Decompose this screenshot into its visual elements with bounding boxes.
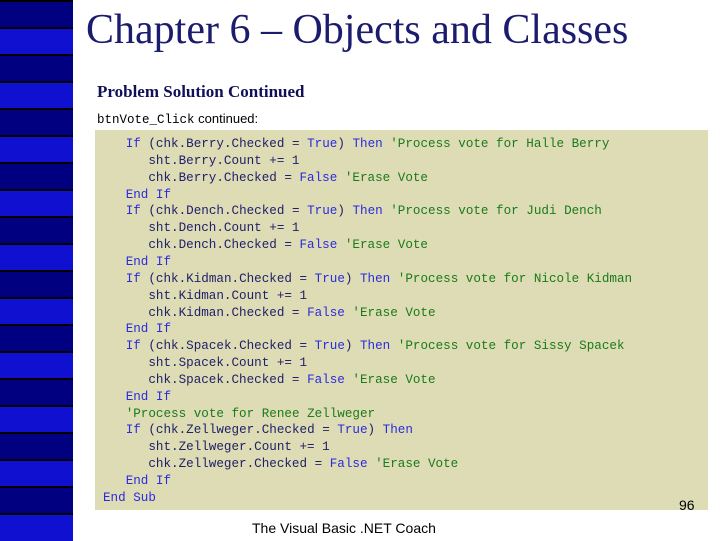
code-line — [103, 153, 300, 170]
strip-block — [0, 351, 73, 379]
code-text: ) — [337, 204, 353, 219]
code-text: sht.Spacek.Count += 1 — [103, 356, 308, 371]
code-keyword: False — [299, 170, 338, 185]
code-text: ) — [344, 339, 360, 354]
code-line — [103, 389, 171, 406]
code-text: chk.Zellweger.Checked = — [103, 457, 330, 472]
code-keyword: Then — [382, 423, 413, 438]
code-line — [103, 406, 375, 423]
code-comment: 'Process vote for Nicole Kidman — [390, 271, 633, 286]
code-keyword: End If — [125, 254, 172, 269]
strip-block — [0, 432, 73, 460]
code-line — [103, 456, 458, 473]
code-keyword: Then — [360, 339, 391, 354]
code-keyword: End If — [125, 474, 172, 488]
code-keyword: Then — [352, 204, 383, 219]
strip-block — [0, 108, 73, 136]
code-keyword: Then — [360, 271, 391, 286]
strip-block — [0, 135, 73, 163]
code-line — [103, 305, 436, 322]
code-line — [103, 473, 171, 490]
code-line — [103, 136, 609, 153]
strip-block — [0, 216, 73, 244]
strip-block — [0, 513, 73, 541]
code-text: (chk.Spacek.Checked = — [148, 339, 315, 354]
code-keyword: False — [307, 305, 345, 320]
code-line — [103, 170, 428, 187]
code-line — [103, 321, 171, 338]
code-keyword: False — [299, 238, 338, 253]
strip-block — [0, 189, 73, 217]
code-comment: 'Erase Vote — [367, 457, 459, 472]
code-keyword: True — [314, 271, 345, 286]
code-keyword: If — [125, 204, 149, 219]
code-text: sht.Kidman.Count += 1 — [103, 288, 308, 303]
code-text — [103, 339, 126, 353]
code-line — [103, 288, 307, 305]
code-text: sht.Dench.Count += 1 — [103, 221, 300, 236]
left-blue-strip — [0, 0, 73, 540]
code-text — [103, 423, 126, 437]
code-keyword: If — [125, 423, 149, 438]
code-text: chk.Kidman.Checked = — [103, 305, 308, 320]
code-text — [103, 272, 126, 286]
code-keyword: True — [337, 423, 368, 438]
strip-block — [0, 405, 73, 433]
code-line — [103, 422, 413, 439]
code-comment: 'Erase Vote — [337, 170, 428, 185]
strip-block — [0, 459, 73, 487]
intro-text: continued: — [194, 111, 259, 126]
code-text — [103, 137, 126, 151]
code-comment: 'Process vote for Renee Zellweger — [125, 406, 376, 421]
footer-text: The Visual Basic .NET Coach — [252, 520, 436, 536]
strip-block — [0, 378, 73, 406]
code-text: chk.Berry.Checked = — [103, 170, 300, 185]
strip-block — [0, 27, 73, 55]
code-text: ) — [344, 271, 360, 286]
code-text: ) — [367, 423, 383, 438]
code-text: (chk.Kidman.Checked = — [148, 271, 315, 286]
slide-title: Chapter 6 – Objects and Classes — [86, 7, 629, 53]
code-keyword: True — [314, 339, 345, 354]
strip-block — [0, 162, 73, 190]
slide-subtitle: Problem Solution Continued — [97, 82, 305, 101]
code-keyword: End If — [125, 389, 172, 404]
strip-block — [0, 243, 73, 271]
code-line — [103, 203, 602, 220]
code-line — [103, 355, 307, 372]
intro-procedure-name: btnVote_Click — [97, 113, 195, 127]
code-text: ) — [337, 137, 353, 151]
strip-block — [0, 486, 73, 514]
code-keyword: False — [307, 372, 345, 387]
code-comment: 'Process vote for Halle Berry — [382, 137, 610, 151]
strip-block — [0, 0, 73, 28]
code-line — [103, 271, 632, 288]
strip-block — [0, 297, 73, 325]
code-text — [103, 204, 126, 218]
code-keyword: If — [125, 339, 149, 354]
code-keyword: If — [125, 137, 149, 151]
code-keyword: End If — [125, 322, 172, 337]
code-text: sht.Zellweger.Count += 1 — [103, 440, 330, 455]
code-keyword: True — [307, 137, 338, 151]
code-keyword: End If — [125, 187, 172, 202]
code-line — [103, 338, 625, 355]
code-text: sht.Berry.Count += 1 — [103, 153, 300, 168]
code-keyword: Then — [352, 137, 383, 151]
code-line — [103, 237, 428, 254]
code-line — [103, 254, 171, 271]
code-text — [103, 407, 126, 421]
code-keyword: If — [125, 271, 149, 286]
code-text — [103, 322, 126, 336]
code-text: chk.Spacek.Checked = — [103, 372, 308, 387]
code-line — [103, 220, 300, 237]
strip-block — [0, 81, 73, 109]
code-keyword: True — [307, 204, 338, 219]
code-text — [103, 474, 126, 488]
code-listing-panel — [95, 130, 708, 510]
code-comment: 'Process vote for Judi Dench — [382, 204, 602, 219]
code-text: (chk.Dench.Checked = — [148, 204, 308, 219]
code-keyword: False — [329, 457, 368, 472]
strip-block — [0, 324, 73, 352]
code-comment: 'Erase Vote — [344, 305, 436, 320]
code-intro — [97, 110, 258, 128]
page-number: 96 — [679, 497, 695, 513]
code-text: chk.Dench.Checked = — [103, 238, 300, 253]
code-comment: 'Erase Vote — [344, 372, 436, 387]
code-line — [103, 372, 436, 389]
code-line — [103, 187, 171, 204]
code-keyword: End Sub — [103, 490, 156, 505]
code-text — [103, 390, 126, 404]
strip-block — [0, 270, 73, 298]
strip-block — [0, 54, 73, 82]
code-line — [103, 490, 156, 507]
code-comment: 'Process vote for Sissy Spacek — [390, 339, 625, 354]
code-comment: 'Erase Vote — [337, 238, 428, 253]
code-text: (chk.Zellweger.Checked = — [148, 423, 338, 438]
code-line — [103, 439, 330, 456]
code-text — [103, 255, 126, 269]
code-text: (chk.Berry.Checked = — [148, 137, 308, 151]
code-text — [103, 188, 126, 202]
